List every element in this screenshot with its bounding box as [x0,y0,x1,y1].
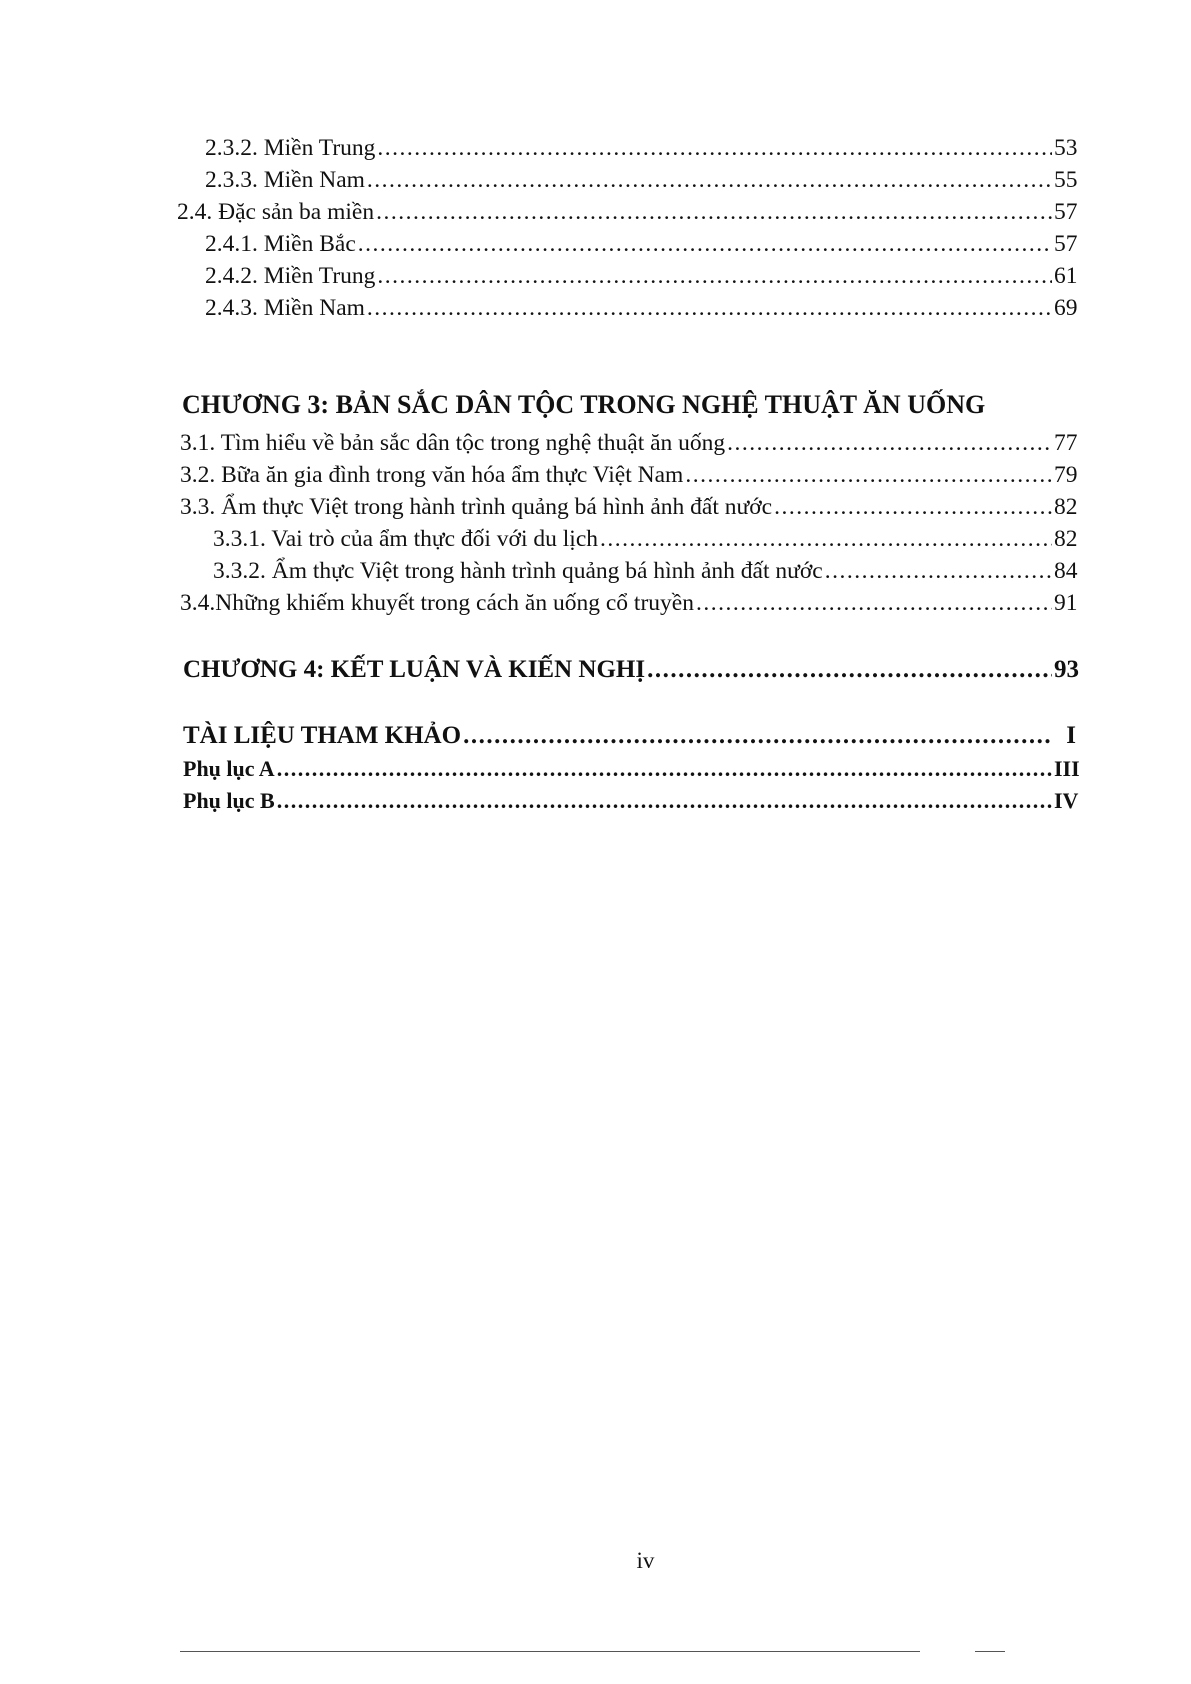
toc-entry-2-3-3 [205,165,1076,195]
toc-leader-dots [727,428,1052,458]
scan-artifact-line [975,1651,1005,1652]
toc-entry-2-4-2 [205,261,1076,291]
toc-entry-label: 2.3.3. Miền Nam [205,167,365,193]
toc-entry-label: 3.3. Ẩm thực Việt trong hành trình quảng bá hình ảnh đất nước [180,494,773,520]
toc-leader-dots [685,460,1052,490]
toc-entry-page: 91 [1054,590,1078,616]
toc-leader-dots [277,786,1052,816]
toc-entry-page: 82 [1054,526,1078,552]
toc-leader-dots [377,261,1052,291]
toc-entry-3-2 [180,460,1076,490]
toc-entry-label: 3.2. Bữa ăn gia đình trong văn hóa ẩm thực Việt Nam [180,462,684,488]
toc-entry-label: CHƯƠNG 4: KẾT LUẬN VÀ KIẾN NGHỊ [183,656,646,683]
toc-entry-3-3-1 [213,524,1076,554]
toc-leader-dots [277,754,1052,784]
toc-leader-dots [367,165,1052,195]
toc-leader-dots [825,556,1052,586]
toc-entry-page: III [1054,756,1080,781]
toc-entry-label: 3.3.1. Vai trò của ẩm thực đối với du lịch [213,526,598,552]
toc-entry-2-4 [177,197,1076,227]
toc-leader-dots [600,524,1052,554]
scan-artifact-line [300,1651,920,1652]
toc-entry-page: 84 [1054,558,1078,584]
toc-entry-page: 53 [1054,135,1078,161]
toc-entry-2-4-3 [205,293,1076,323]
toc-entry-label: 3.1. Tìm hiểu về bản sắc dân tộc trong nghệ thuật ăn uống [180,430,726,456]
toc-entry-page: 57 [1054,231,1078,257]
toc-entry-label: 2.4.2. Miền Trung [205,263,376,289]
toc-entry-3-3 [180,492,1076,522]
toc-entry-page: 82 [1054,494,1078,520]
toc-leader-dots [463,721,1052,751]
toc-leader-dots [376,197,1052,227]
toc-entry-page: 61 [1054,263,1078,289]
toc-entry-2-4-1 [205,229,1076,259]
scan-artifact-line [180,1651,300,1652]
toc-entry-page: 77 [1054,430,1078,456]
toc-entry-label: 2.4.1. Miền Bắc [205,231,356,257]
chapter-3-heading: CHƯƠNG 3: BẢN SẮC DÂN TỘC TRONG NGHỆ THUẬT ĂN UỐNG [182,390,986,419]
toc-entry-label: 3.3.2. Ẩm thực Việt trong hành trình quảng bá hình ảnh đất nước [213,558,823,584]
toc-entry-label: 2.4. Đặc sản ba miền [177,199,375,225]
page-number: iv [636,1548,655,1573]
toc-entry-label: Phụ lục A [183,756,275,781]
toc-entry-page: I [1066,722,1076,749]
toc-entry-3-1 [180,428,1076,458]
toc-entry-appendix-a [183,754,1080,784]
toc-entry-references [183,721,1076,751]
toc-entry-page: 79 [1054,462,1078,488]
toc-leader-dots [774,492,1052,522]
toc-entry-label: 2.3.2. Miền Trung [205,135,376,161]
toc-entry-label: TÀI LIỆU THAM KHẢO [183,722,462,749]
toc-leader-dots [358,229,1052,259]
toc-leader-dots [367,293,1052,323]
toc-leader-dots [647,655,1052,685]
toc-entry-label: 3.4.Những khiếm khuyết trong cách ăn uống cổ truyền [180,590,694,616]
toc-entry-2-3-2 [205,133,1076,163]
toc-entry-page: 93 [1054,656,1079,683]
toc-entry-page: 55 [1054,167,1078,193]
toc-entry-page: 69 [1054,295,1078,321]
toc-entry-page: 57 [1054,199,1078,225]
toc-entry-label: Phụ lục B [183,788,275,813]
toc-entry-chapter-4 [183,655,1079,685]
toc-leader-dots [696,588,1052,618]
toc-entry-label: 2.4.3. Miền Nam [205,295,365,321]
toc-entry-3-4 [180,588,1076,618]
toc-entry-3-3-2 [213,556,1076,586]
toc-entry-page: IV [1054,788,1079,813]
toc-leader-dots [377,133,1052,163]
toc-entry-appendix-b [183,786,1079,816]
